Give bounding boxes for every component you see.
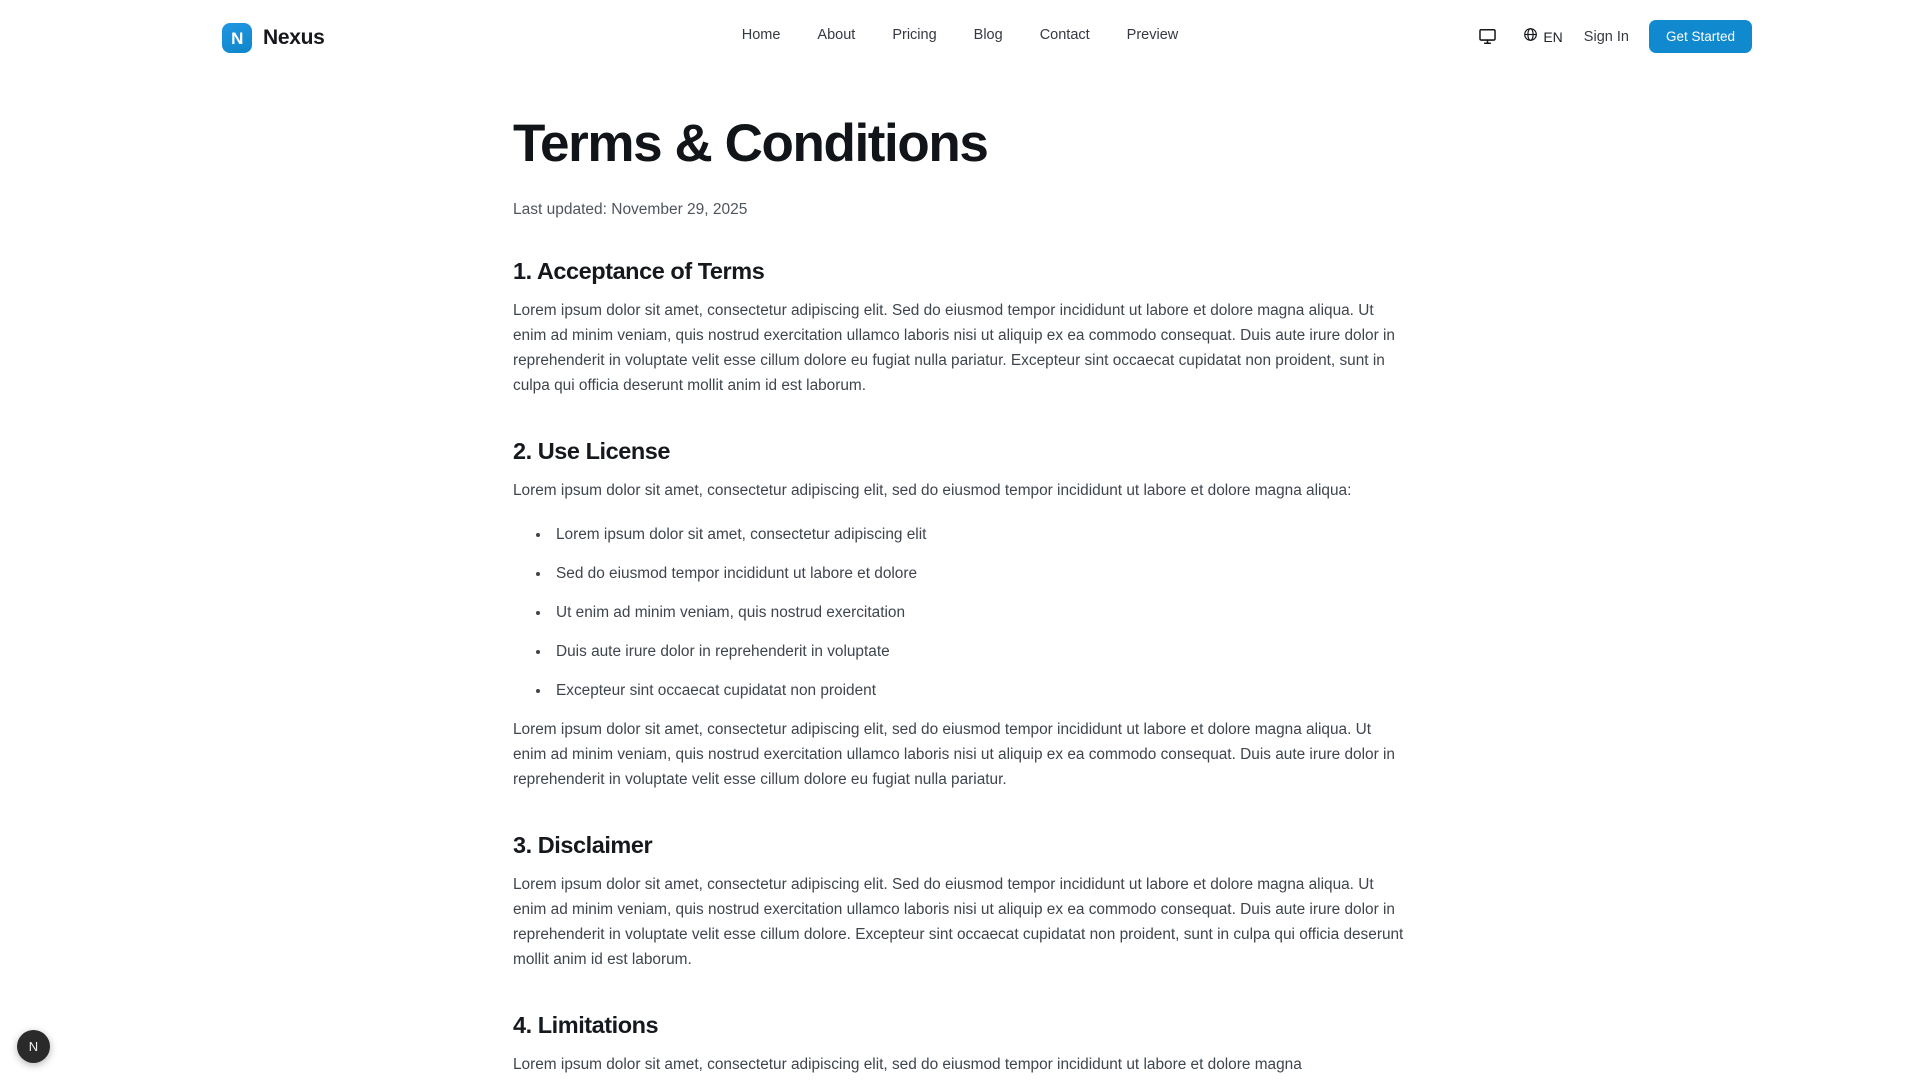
nav-item-pricing[interactable]: Pricing bbox=[892, 27, 937, 43]
language-code: EN bbox=[1543, 28, 1563, 45]
monitor-icon[interactable] bbox=[1478, 27, 1497, 46]
section-use-license bbox=[513, 438, 1407, 793]
section-paragraph: Lorem ipsum dolor sit amet, consectetur adipiscing elit. Sed do eiusmod tempor incididunt ut labore et dolore magna aliqua. Ut enim ad minim veniam, quis nostrud exercitation ullamco laboris nisi ut aliquip ex ea commodo consequat. Duis aute irure dolor in reprehenderit in voluptate velit esse cillum dolore eu fugiat nulla pariatur. Excepteur sint occaecat cupidatat non proident, sunt in culpa qui officia deserunt mollit anim id est laborum. bbox=[513, 302, 1395, 395]
get-started-button[interactable]: Get Started bbox=[1649, 20, 1752, 53]
list-item: Ut enim ad minim veniam, quis nostrud exercitation bbox=[536, 601, 1407, 626]
main-navigation bbox=[742, 27, 1179, 43]
nexus-badge-icon[interactable]: N bbox=[17, 1030, 50, 1063]
site-header bbox=[0, 0, 1920, 80]
globe-icon bbox=[1523, 27, 1538, 47]
page-title: Terms & Conditions bbox=[513, 114, 988, 173]
list-item: Sed do eiusmod tempor incididunt ut labore et dolore bbox=[536, 562, 1407, 587]
section-paragraph: Lorem ipsum dolor sit amet, consectetur adipiscing elit. Sed do eiusmod tempor incididunt ut labore et dolore magna aliqua. Ut enim ad minim veniam, quis nostrud exercitation ullamco laboris nisi ut aliquip ex ea commodo consequat. Duis aute irure dolor in reprehenderit in voluptate velit esse cillum dolore. Excepteur sint occaecat cupidatat non proident, sunt in culpa qui officia deserunt mollit anim id est laborum. bbox=[513, 875, 1404, 968]
list-item: Excepteur sint occaecat cupidatat non proident bbox=[536, 679, 1407, 704]
nav-item-blog[interactable]: Blog bbox=[973, 27, 1003, 43]
section-paragraph: Lorem ipsum dolor sit amet, consectetur adipiscing elit, sed do eiusmod tempor incididunt ut labore et dolore magna bbox=[513, 1055, 1302, 1073]
section-heading: 4. Limitations bbox=[513, 1011, 659, 1038]
header-actions bbox=[1478, 20, 1752, 53]
brand-logo[interactable] bbox=[222, 23, 325, 53]
language-switcher[interactable] bbox=[1523, 27, 1562, 47]
list-item: Lorem ipsum dolor sit amet, consectetur adipiscing elit bbox=[536, 523, 1407, 548]
legal-document bbox=[0, 80, 1920, 1077]
section-acceptance-of-terms bbox=[513, 258, 1407, 399]
section-paragraph: Lorem ipsum dolor sit amet, consectetur adipiscing elit, sed do eiusmod tempor incididunt ut labore et dolore magna aliqua. Ut enim ad minim veniam, quis nostrud exercitation ullamco laboris nisi ut aliquip ex ea commodo consequat. Duis aute irure dolor in reprehenderit in voluptate velit esse cillum dolore eu fugiat nulla pariatur. bbox=[513, 720, 1395, 788]
nav-item-contact[interactable]: Contact bbox=[1039, 27, 1090, 43]
nav-item-home[interactable]: Home bbox=[741, 27, 781, 43]
nexus-logo-icon: N bbox=[222, 23, 252, 53]
section-limitations bbox=[513, 1012, 1407, 1078]
sign-in-link[interactable]: Sign In bbox=[1583, 28, 1629, 45]
list-item: Duis aute irure dolor in reprehenderit in voluptate bbox=[536, 640, 1407, 665]
section-heading: 1. Acceptance of Terms bbox=[513, 258, 765, 285]
section-paragraph: Lorem ipsum dolor sit amet, consectetur adipiscing elit, sed do eiusmod tempor incididunt ut labore et dolore magna aliqua: bbox=[513, 482, 1352, 500]
last-updated-text: Last updated: November 29, 2025 bbox=[513, 201, 748, 219]
nav-item-preview[interactable]: Preview bbox=[1126, 27, 1179, 43]
nav-item-about[interactable]: About bbox=[817, 27, 856, 43]
use-license-list bbox=[513, 523, 1407, 704]
section-disclaimer bbox=[513, 832, 1407, 973]
section-heading: 2. Use License bbox=[513, 438, 670, 465]
brand-name: Nexus bbox=[263, 26, 325, 49]
section-heading: 3. Disclaimer bbox=[513, 831, 653, 858]
